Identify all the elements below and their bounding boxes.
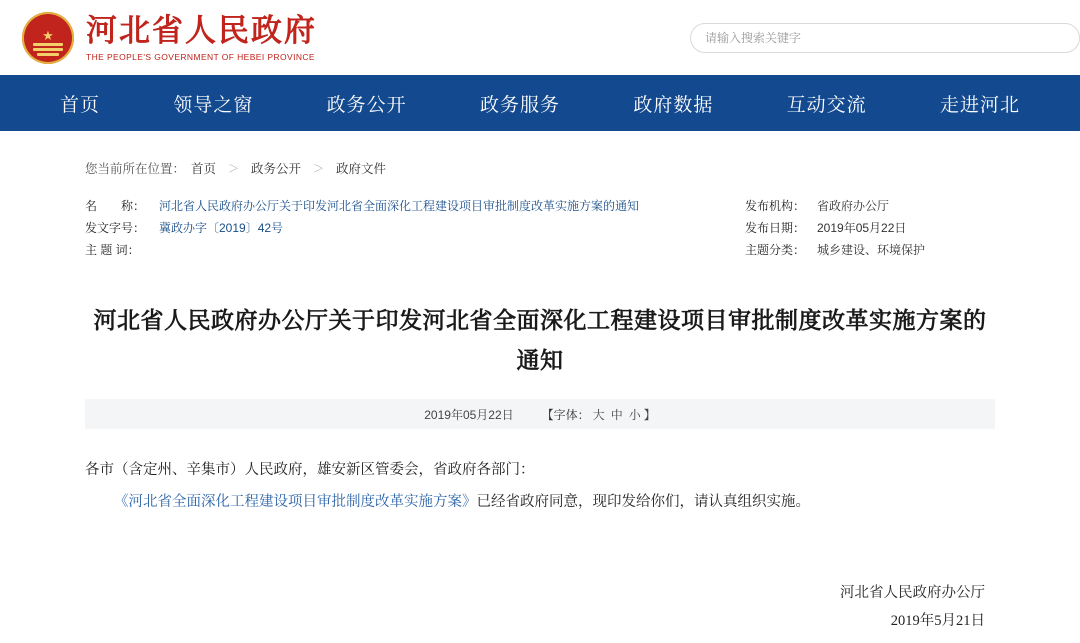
main-navigation — [0, 75, 1080, 131]
document-paragraph-main-text: 已经省政府同意，现印发给你们，请认真组织实施。 — [476, 494, 810, 510]
content-container — [0, 131, 1080, 635]
metadata-left-column — [85, 195, 745, 261]
nav-item-interaction[interactable]: 互动交流 — [786, 94, 867, 116]
document-subbar — [85, 399, 995, 429]
nav-item-government-services[interactable]: 政务服务 — [479, 94, 560, 116]
metadata-label-publisher: 发布机构： — [745, 199, 806, 213]
metadata-row-subject-words — [85, 239, 745, 261]
metadata-label-doc-number: 发文字号： — [85, 221, 146, 235]
metadata-row-publisher — [745, 195, 995, 217]
nav-item-leaders[interactable]: 领导之窗 — [173, 94, 254, 116]
nav-item-about-hebei[interactable]: 走进河北 — [939, 94, 1020, 116]
document-metadata — [85, 195, 995, 271]
metadata-value-publish-date: 2019年05月22日 — [817, 221, 907, 235]
signature-organization: 河北省人民政府办公厅 — [840, 585, 985, 601]
search-area — [690, 23, 1080, 53]
document-publish-date: 2019年05月22日 — [424, 407, 514, 422]
breadcrumb-item-disclosure[interactable]: 政务公开 — [251, 162, 302, 176]
metadata-row-publish-date — [745, 217, 995, 239]
brand-title-en: THE PEOPLE'S GOVERNMENT OF HEBEI PROVINCE — [86, 51, 315, 62]
breadcrumb-item-home[interactable]: 首页 — [191, 162, 217, 176]
fontsize-control — [542, 406, 656, 423]
search-box[interactable] — [690, 23, 1080, 53]
metadata-row-doc-number — [85, 217, 745, 239]
metadata-value-name: 河北省人民政府办公厅关于印发河北省全面深化工程建设项目审批制度改革实施方案的通知 — [159, 199, 640, 213]
chevron-right-icon: ＞ — [313, 163, 325, 175]
document-referenced-plan-name: 《河北省全面深化工程建设项目审批制度改革实施方案》 — [114, 494, 477, 510]
fontsize-medium-button[interactable]: 中 — [610, 407, 623, 422]
site-brand[interactable] — [86, 13, 317, 62]
breadcrumb — [85, 131, 995, 195]
chevron-right-icon: ＞ — [228, 163, 240, 175]
breadcrumb-item-documents[interactable]: 政府文件 — [336, 162, 387, 176]
national-emblem-icon: ★ — [22, 12, 74, 64]
metadata-label-subject-words: 主 题 词： — [85, 243, 140, 257]
fontsize-large-button[interactable]: 大 — [592, 407, 605, 422]
brand-title-cn: 河北省人民政府 — [86, 13, 317, 49]
metadata-value-publisher: 省政府办公厅 — [817, 199, 890, 213]
fontsize-label: 【字体： — [541, 407, 590, 422]
metadata-row-category — [745, 239, 995, 261]
breadcrumb-prefix: 您当前所在位置： — [85, 162, 186, 176]
nav-item-government-data[interactable]: 政府数据 — [633, 94, 714, 116]
metadata-label-publish-date: 发布日期： — [745, 221, 806, 235]
metadata-value-doc-number: 冀政办字〔2019〕42号 — [159, 221, 284, 235]
metadata-label-name: 名 称： — [85, 199, 146, 213]
site-header — [0, 0, 1080, 75]
page-body — [0, 131, 1080, 635]
signature-date: 2019年5月21日 — [890, 613, 985, 629]
document-paragraph-main — [85, 487, 995, 517]
metadata-label-category: 主题分类： — [745, 243, 806, 257]
document-body — [85, 429, 995, 517]
metadata-row-name — [85, 195, 745, 217]
document-paragraph-salutation: 各市（含定州、辛集市）人民政府，雄安新区管委会，省政府各部门： — [85, 462, 535, 478]
fontsize-small-button[interactable]: 小 — [628, 407, 641, 422]
document-signature — [85, 519, 995, 635]
fontsize-label-end: 】 — [643, 407, 656, 422]
page-title: 河北省人民政府办公厅关于印发河北省全面深化工程建设项目审批制度改革实施方案的通知 — [93, 308, 987, 373]
search-input[interactable] — [703, 30, 1067, 46]
nav-item-home[interactable]: 首页 — [60, 94, 101, 116]
nav-item-government-affairs-disclosure[interactable]: 政务公开 — [326, 94, 407, 116]
metadata-value-category: 城乡建设、环境保护 — [817, 243, 926, 257]
metadata-right-column — [745, 195, 995, 261]
